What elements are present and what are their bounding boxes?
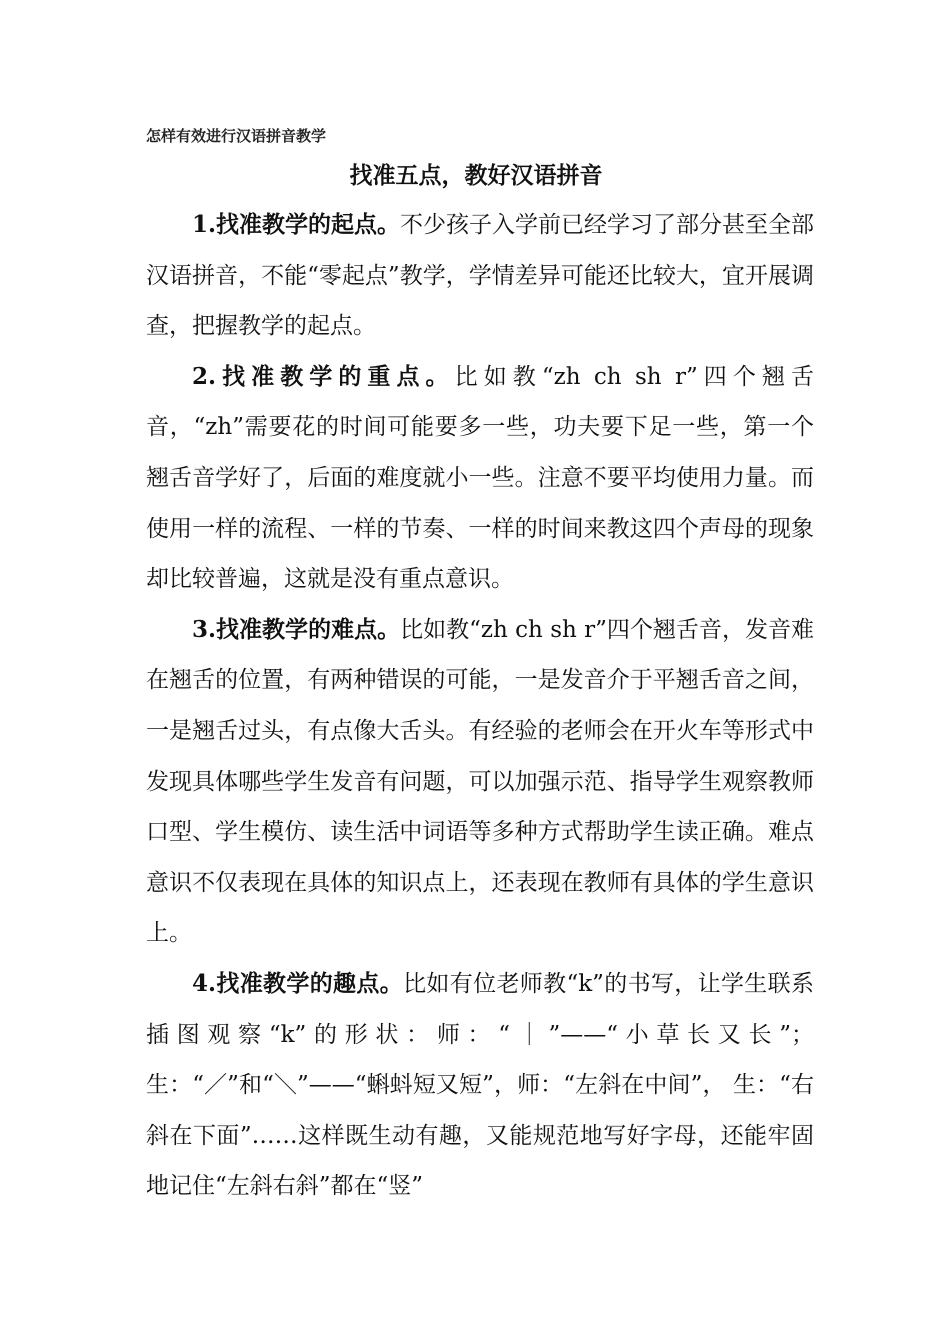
paragraph-text: 比如有位老师教“k”的书写，让学生联系插图观察“k”的形状：师：“｜”——“小草长又长”；生：“／”和“＼”——“蝌蚪短又短”，师：“左斜在中间”， 生：“右斜在下面”……这样既生动有趣，又能规范地写好字母，还能牢固地记住“左斜右斜”都在“竖” — [146, 970, 814, 1200]
document-body — [146, 200, 814, 1212]
paragraph-interest-point — [146, 959, 814, 1212]
paragraph-key-point — [146, 352, 814, 605]
paragraph-text: 不少孩子入学前已经学习了部分甚至全部汉语拼音，不能“零起点”教学，学情差异可能还比较大，宜开展调查，把握教学的起点。 — [146, 212, 815, 340]
paragraph-heading: 4.找准教学的趣点。 — [192, 969, 404, 997]
paragraph-heading: 2.找准教学的重点。 — [192, 362, 455, 390]
paragraph-heading: 3.找准教学的难点。 — [192, 615, 401, 643]
paragraph-heading: 1.找准教学的起点。 — [192, 211, 401, 238]
document-label: 怎样有效进行汉语拼音教学 — [146, 127, 327, 145]
paragraph-starting-point — [146, 200, 814, 352]
paragraph-difficult-point — [146, 605, 814, 959]
paragraph-text: 比如教“zh ch sh r”四个翘舌音，发音难在翘舌的位置，有两种错误的可能，一是发音介于平翘舌音之间，一是翘舌过头，有点像大舌头。有经验的老师会在开火车等形式中发现具体哪些学生发音有问题，可以加强示范、指导学生观察教师口型、学生模仿、读生活中词语等多种方式帮助学生读正确。难点意识不仅表现在具体的知识点上，还表现在教师有具体的学生意识上。 — [146, 616, 814, 947]
paragraph-text: 比如教“zh ch sh r”四个翘舌音，“zh”需要花的时间可能要多一些，功夫要下足一些，第一个翘舌音学好了，后面的难度就小一些。注意不要平均使用力量。而使用一样的流程、一样的节奏、一样的时间来教这四个声母的现象却比较普遍，这就是没有重点意识。 — [146, 363, 814, 593]
document-title: 找准五点，教好汉语拼音 — [349, 163, 603, 189]
